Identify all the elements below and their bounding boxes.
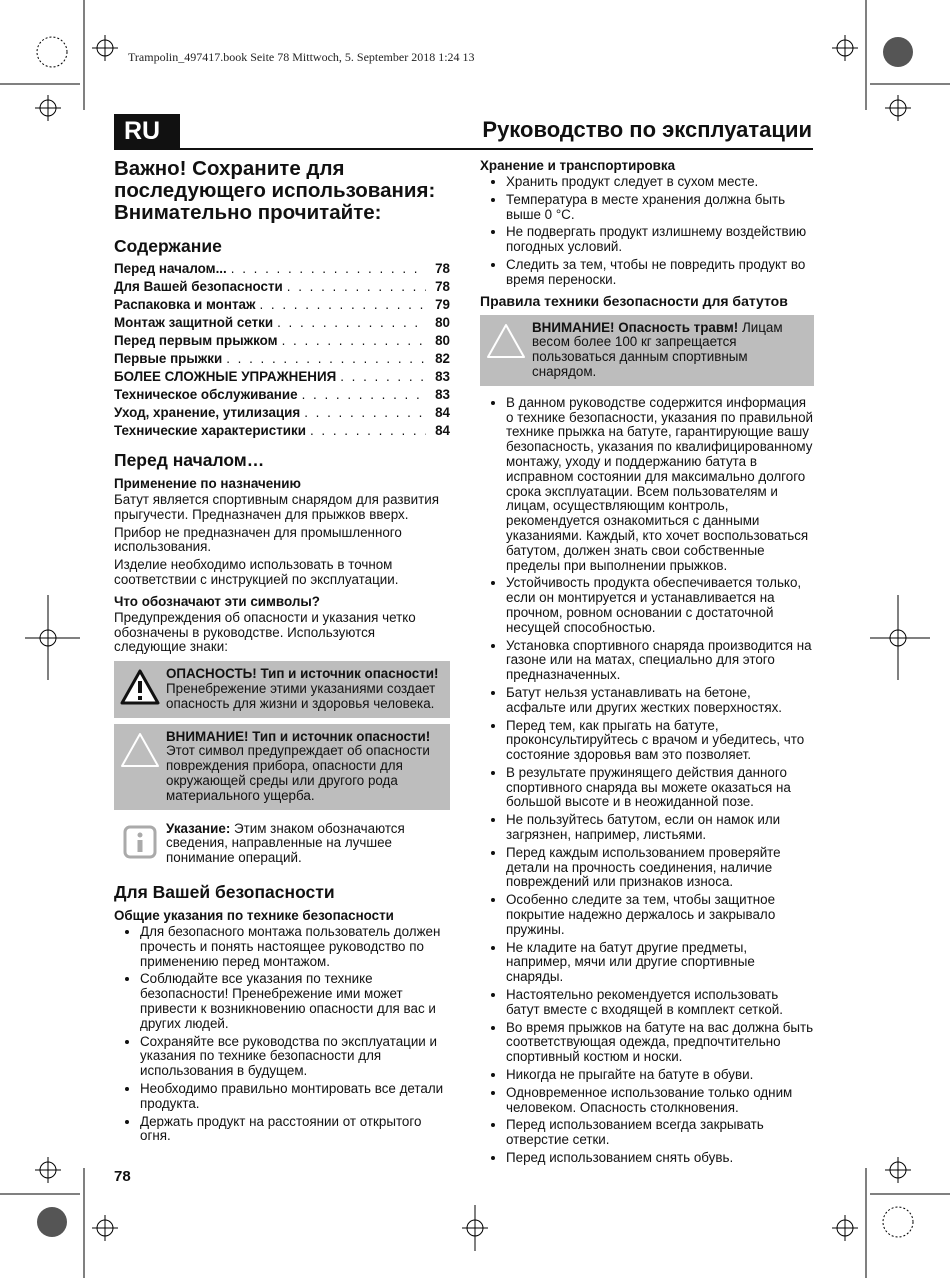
toc-entry[interactable]: БОЛЕЕ СЛОЖНЫЕ УПРАЖНЕНИЯ . . . 83	[114, 368, 450, 386]
injury-text: Лицам весом более 100 кг запрещается пользоваться данным спортивным снарядом.	[532, 319, 783, 379]
warning-triangle-outline-icon	[486, 323, 526, 359]
list-item: • Не пользуйтесь батутом, если он намок или загрязнен, например, листьями.	[506, 813, 814, 843]
paragraph: Предупреждения об опасности и указания четко обозначены в руководстве. Используются следующие знаки:	[114, 609, 416, 655]
subheading-storage: Хранение и транспортировка	[480, 158, 676, 173]
list-item: • Устойчивость продукта обеспечивается только, если он монтируется и устанавливается на прочном, ровном основании с достаточной несущей способностью.	[506, 576, 814, 635]
document-title: Руководство по эксплуатации	[482, 117, 812, 142]
paragraph: Батут является спортивным снарядом для развития прыгучести. Предназначен для прыжков вверх.	[114, 492, 439, 522]
page-number: 78	[114, 1168, 131, 1185]
section-heading-before: Перед началом…	[114, 450, 265, 470]
list-item: • Никогда не прыгайте на батуте в обуви.	[506, 1068, 814, 1083]
toc-entry[interactable]: Распаковка и монтаж . . . 79	[114, 296, 450, 314]
list-item: • Хранить продукт следует в сухом месте.	[506, 175, 814, 190]
toc-entry[interactable]: Монтаж защитной сетки . . . 80	[114, 314, 450, 332]
danger-text: Пренебрежение этими указаниями создает опасность для жизни и здоровья человека.	[166, 680, 436, 711]
list-item: • Одновременное использование только одним человеком. Опасность столкновения.	[506, 1086, 814, 1116]
language-badge: RU	[114, 114, 180, 148]
list-item: • Особенно следите за тем, чтобы защитное покрытие надежно держалось и закрывало пружины.	[506, 893, 814, 937]
caution-notice	[114, 724, 450, 810]
list-item: • В данном руководстве содержится информация о технике безопасности, указания по правильной технике прыжка на батуте, гарантирующие вашу безопасность, указания по квалифицированному монтажу, уходу и поддержанию батута в исправном состоянии для максимально долгого срока эксплуатации. Всем пользователям и лицам, осуществляющим контроль, рекомендуется ознакомиться с данными указаниями. Каждый, кто хочет воспользоваться батутом, должен знать свои собственные пределы при выполнении прыжков.	[506, 396, 814, 574]
list-item: • Соблюдайте все указания по технике безопасности! Пренебрежение ими может привести к возникновению опасности для вас и других людей.	[140, 972, 450, 1031]
toc-entry[interactable]: Для Вашей безопасности . . . 78	[114, 278, 450, 296]
caution-label: ВНИМАНИЕ! Тип и источник опасности!	[166, 728, 431, 744]
subheading-trampoline-rules: Правила техники безопасности для батутов	[480, 292, 788, 309]
paragraph: Изделие необходимо использовать в точном соответствии с инструкцией по эксплуатации.	[114, 557, 399, 587]
list-item: • Сохраняйте все руководства по эксплуатации и указания по технике безопасности для использования в будущем.	[140, 1035, 450, 1079]
list-item: • Следить за тем, чтобы не повредить продукт во время переноски.	[506, 258, 814, 288]
right-column	[480, 158, 814, 1170]
note-text: Этим знаком обозначаются сведения, направленные на лучшее понимание операций.	[166, 820, 405, 866]
header-divider	[114, 148, 813, 150]
subheading-symbols: Что обозначают эти символы?	[114, 593, 320, 609]
toc-entry[interactable]: Техническое обслуживание . . . 83	[114, 386, 450, 404]
list-item: • Во время прыжков на батуте на вас должна быть соответствующая одежда, предпочтительно спортивный костюм и носки.	[506, 1021, 814, 1065]
toc-entry[interactable]: Уход, хранение, утилизация . . . 84	[114, 404, 450, 422]
warning-triangle-outline-icon	[120, 732, 160, 768]
list-item: • Держать продукт на расстоянии от открытого огня.	[140, 1115, 450, 1145]
paragraph: Прибор не предназначен для промышленного использования.	[114, 524, 402, 555]
list-item: • В результате пружинящего действия данного спортивного снаряда вы можете оказаться на большой высоте и в неожиданной позе.	[506, 766, 814, 810]
table-of-contents	[114, 260, 450, 440]
trampoline-rules-list	[480, 396, 814, 1166]
list-item: • Установка спортивного снаряда производится на газоне или на матах, специально для этого предназначенных.	[506, 639, 814, 683]
list-item: • Перед каждым использованием проверяйте детали на прочность соединения, наличие повреждений или признаков износа.	[506, 846, 814, 890]
note-label: Указание:	[166, 820, 231, 836]
storage-list	[480, 175, 814, 288]
list-item: • Необходимо правильно монтировать все детали продукта.	[140, 1082, 450, 1112]
toc-entry[interactable]: Первые прыжки . . . 82	[114, 350, 450, 368]
section-heading-safety: Для Вашей безопасности	[114, 881, 335, 902]
caution-text: Этот символ предупреждает об опасности повреждения прибора, опасности для окружающей среды или другого рода материального ущерба.	[166, 743, 430, 803]
subheading-purpose: Применение по назначению	[114, 476, 301, 491]
list-item: • Настоятельно рекомендуется использовать батут вместе с входящей в комплект сеткой.	[506, 988, 814, 1018]
danger-label: ОПАСНОСТЬ! Тип и источник опасности!	[166, 666, 439, 682]
subheading-general-safety: Общие указания по технике безопасности	[114, 907, 394, 923]
toc-entry[interactable]: Перед первым прыжком . . . 80	[114, 332, 450, 350]
injury-label: ВНИМАНИЕ! Опасность травм!	[532, 319, 739, 335]
info-icon	[122, 824, 158, 860]
list-item: • Батут нельзя устанавливать на бетоне, асфальте или других жестких поверхностях.	[506, 686, 814, 716]
toc-heading: Содержание	[114, 236, 222, 256]
toc-entry[interactable]: Перед началом... . . . 78	[114, 260, 450, 278]
list-item: • Температура в месте хранения должна быть выше 0 °C.	[506, 193, 814, 223]
injury-notice	[480, 315, 814, 386]
list-item: • Для безопасного монтажа пользователь должен прочесть и понять настоящее руководство по применению перед монтажом.	[140, 925, 450, 969]
print-header: Trampolin_497417.book Seite 78 Mittwoch, 5. September 2018 1:24 13	[128, 50, 475, 64]
danger-notice	[114, 661, 450, 717]
list-item: • Перед использованием всегда закрывать отверстие сетки.	[506, 1118, 814, 1148]
warning-exclamation-icon	[120, 669, 160, 705]
main-heading: Важно! Сохраните для последующего использования: Внимательно прочитайте:	[114, 157, 436, 224]
note-notice	[114, 816, 450, 872]
list-item: • Перед тем, как прыгать на батуте, проконсультируйтесь с врачом и убедитесь, что состояние здоровья вам это позволяет.	[506, 719, 814, 763]
left-column	[114, 158, 450, 1148]
list-item: • Не подвергать продукт излишнему воздействию погодных условий.	[506, 225, 814, 255]
list-item: • Не кладите на батут другие предметы, например, мячи или другие спортивные снаряды.	[506, 941, 814, 985]
general-safety-list	[114, 925, 450, 1144]
list-item: • Перед использованием снять обувь.	[506, 1151, 814, 1166]
toc-entry[interactable]: Технические характеристики . . . 84	[114, 422, 450, 440]
